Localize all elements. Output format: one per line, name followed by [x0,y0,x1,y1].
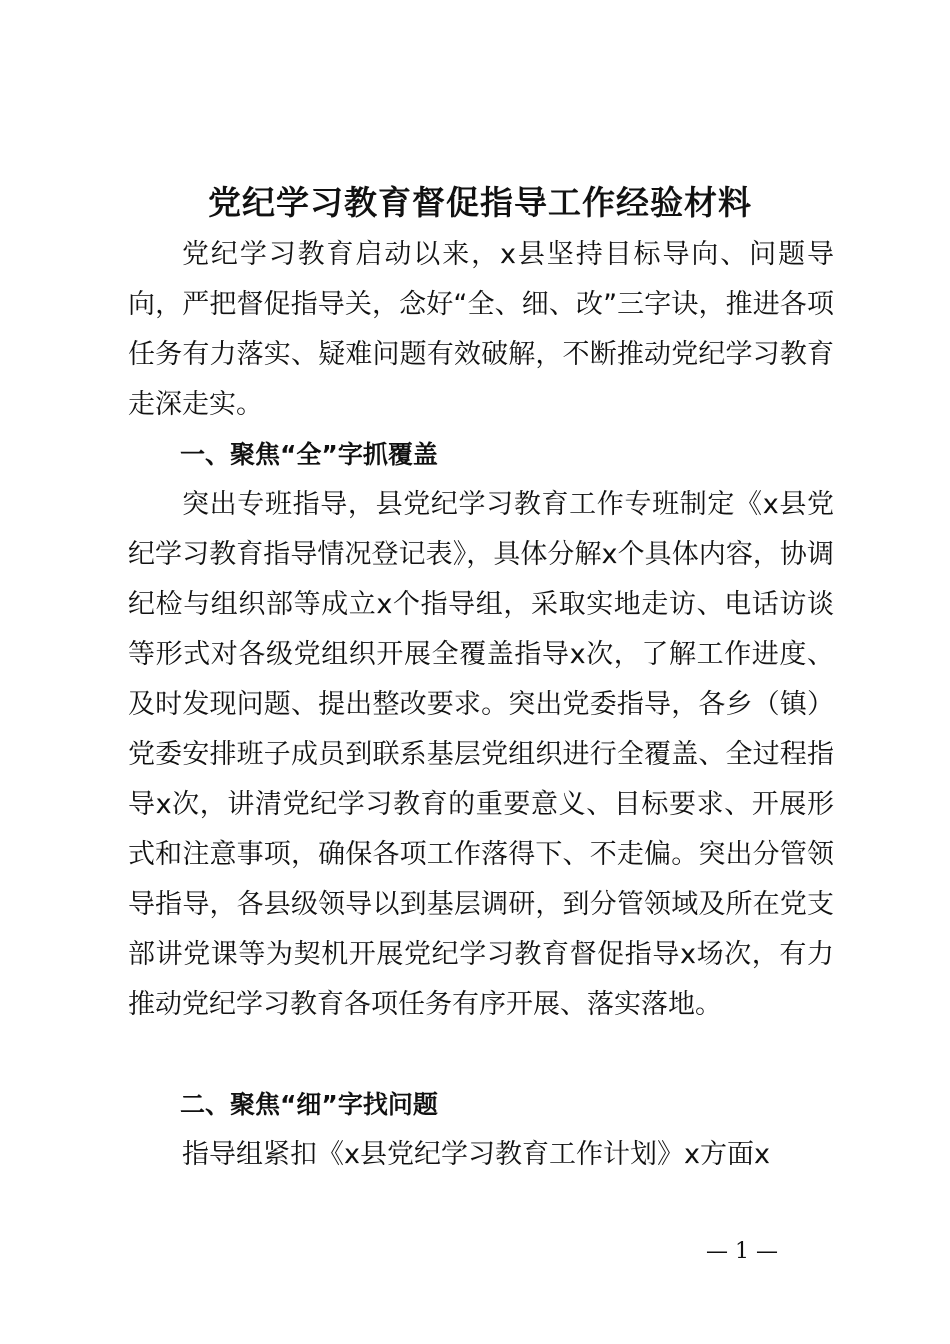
section-1-paragraph: 突出专班指导，县党纪学习教育工作专班制定《x县党纪学习教育指导情况登记表》，具体分解x个具体内容，协调纪检与组织部等成立x个指导组，采取实地走访、电话访谈等形式对各级党组织开展全覆盖指导x次，了解工作进度、及时发现问题、提出整改要求。突出党委指导，各乡（镇）党委安排班子成员到联系基层党组织进行全覆盖、全过程指导x次，讲清党纪学习教育的重要意义、目标要求、开展形式和注意事项，确保各项工作落得下、不走偏。突出分管领导指导，各县级领导以到基层调研，到分管领域及所在党支部讲党课等为契机开展党纪学习教育督促指导x场次，有力推动党纪学习教育各项任务有序开展、落实落地。 [128,489,834,1020]
document-title: 党纪学习教育督促指导工作经验材料 [208,183,752,222]
section-1-heading: 一、聚焦“全”字抓覆盖 [180,440,438,469]
section-2-paragraph: 指导组紧扣《x县党纪学习教育工作计划》x方面x [182,1139,770,1170]
section-2-heading: 二、聚焦“细”字找问题 [180,1090,438,1119]
page-number: — 1 — [706,1239,778,1264]
intro-paragraph: 党纪学习教育启动以来，x县坚持目标导向、问题导向，严把督促指导关，念好“全、细、改”三字诀，推进各项任务有力落实、疑难问题有效破解，不断推动党纪学习教育走深走实。 [128,239,834,420]
